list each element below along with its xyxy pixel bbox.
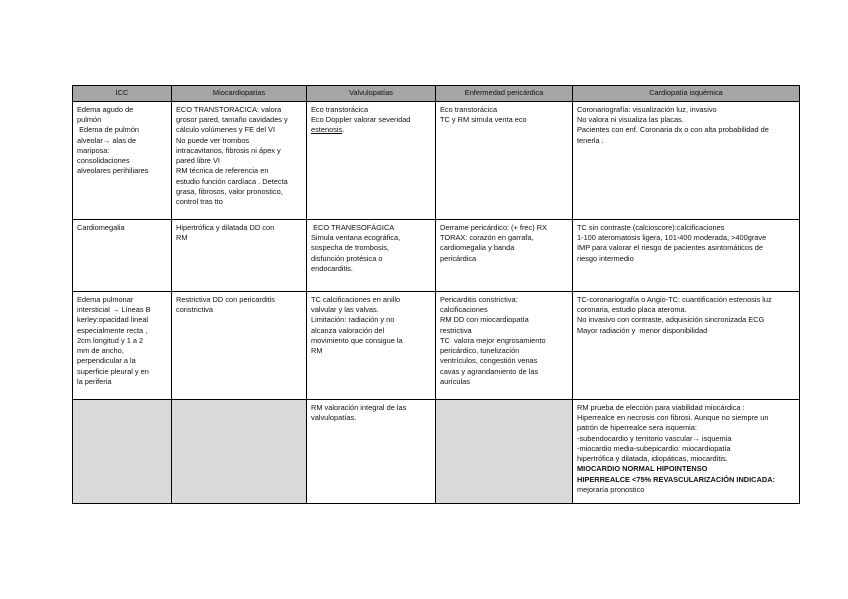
cell-text: . <box>342 125 345 135</box>
cell-valvulopatias: RM valoración integral de las valvulopatías. <box>307 400 436 504</box>
header-valvulopatias: Valvulopatías <box>307 86 436 102</box>
bold-text: HIPERREALCE <75% REVASCULARIZACIÓN INDICADA: <box>577 474 775 484</box>
cell-cardiopatia-isquemica: TC sin contraste (calcioscore):calcificaciones 1-100 ateromatosis ligera, 101-400 moderada, >400grave IMP para valorar el riesgo de pacientes asintomáticos de riesgo intermedio <box>573 220 800 292</box>
header-enfermedad-pericardica: Enfermedad pericárdica <box>436 86 573 102</box>
table-row <box>73 220 800 292</box>
cell-text: mejoraría pronostico <box>577 484 645 494</box>
header-cardiopatia-isquemica: Cardiopatía isquémica <box>573 86 800 102</box>
table-row <box>73 400 800 504</box>
cell-miocardiopatias: Hipertrófica y dilatada DD con RM <box>172 220 307 292</box>
table-row <box>73 102 800 220</box>
cell-text: Eco transtorácica Eco Doppler valorar severidad <box>311 105 411 125</box>
cell-enfermedad-pericardica: Derrame pericárdico: (+ frec) RX TORAX: corazón en garrafa, cardiomegalia y banda pericárdica <box>436 220 573 292</box>
cell-icc-empty <box>73 400 172 504</box>
cell-icc: Edema agudo de pulmón Edema de pulmón alveolar→ alas de mariposa: consolidaciones alveolares perihiliares <box>73 102 172 220</box>
cell-cardiopatia-isquemica <box>573 400 800 504</box>
comparison-table <box>72 85 800 504</box>
bold-text: MIOCARDIO NORMAL HIPOINTENSO <box>577 464 708 474</box>
cell-miocardiopatias: Restrictiva DD con pericarditis constrictiva <box>172 292 307 400</box>
cell-enfermedad-pericardica: Pericarditis constrictiva: calcificaciones RM DD con miocardiopatía restrictiva TC valora mejor engrosamiento pericárdico, tunelización ventrículos, congestión venas cavas y agrandamiento de las aurículas <box>436 292 573 400</box>
cell-text: RM prueba de elección para viabilidad miocárdica : Hiperrealce en necrosis con fibrosi. Aunque no siempre un patrón de hiperrealce sera isquemia: -subendocardio y territorio vascular→ isquemia -miocardio media-subepicardio: miocardiopatía hipertrófica y dilatada, idiopáticas, miocarditis. <box>577 403 769 464</box>
cell-icc: Cardiomegalia <box>73 220 172 292</box>
underlined-term: estenosis <box>311 125 343 135</box>
header-miocardiopatias: Miocardiopatías <box>172 86 307 102</box>
cell-cardiopatia-isquemica: TC-coronariografía o Angio-TC: cuantificación estenosis luz coronaria, estudio placa ateroma. No invasivo con contraste, adquisición sincronizada ECG Mayor radiación y menor disponibilidad <box>573 292 800 400</box>
cell-icc: Edema pulmonar intersticial → Líneas B kerley:opacidad lineal especialmente recta , 2cm longitud y 1 a 2 mm de ancho, perpendicular a la superficie pleural y en la periferia <box>73 292 172 400</box>
cell-valvulopatias: ECO TRANESOFÁGICA Simula ventana ecográfica, sospecha de trombosis, disfunción protésica o endocarditis. <box>307 220 436 292</box>
cell-enfermedad-pericardica-empty <box>436 400 573 504</box>
cell-valvulopatias: TC calcificaciones en anillo valvular y las valvas. Limitación: radiación y no alcanza valoración del movimiento que consigue la RM <box>307 292 436 400</box>
header-row <box>73 86 800 102</box>
table-row <box>73 292 800 400</box>
header-icc: ICC <box>73 86 172 102</box>
cell-miocardiopatias: ECO TRANSTORACICA: valora grosor pared, tamaño cavidades y cálculo volúmenes y FE del VI No puede ver trombos intracavitarios, fibrosis ni ápex y pared libre VI RM técnica de referencia en estudio función cardíaca . Detecta grasa, fibrosos, valor pronostico, control tras tto <box>172 102 307 220</box>
cell-cardiopatia-isquemica: Coronariografía: visualización luz, invasivo No valora ni visualiza las placas. Pacientes con enf. Coronaria dx o con alta probabilidad de tenerla . <box>573 102 800 220</box>
cell-valvulopatias <box>307 102 436 220</box>
cell-miocardiopatias-empty <box>172 400 307 504</box>
cell-enfermedad-pericardica: Eco transtorácica TC y RM simula venta eco <box>436 102 573 220</box>
